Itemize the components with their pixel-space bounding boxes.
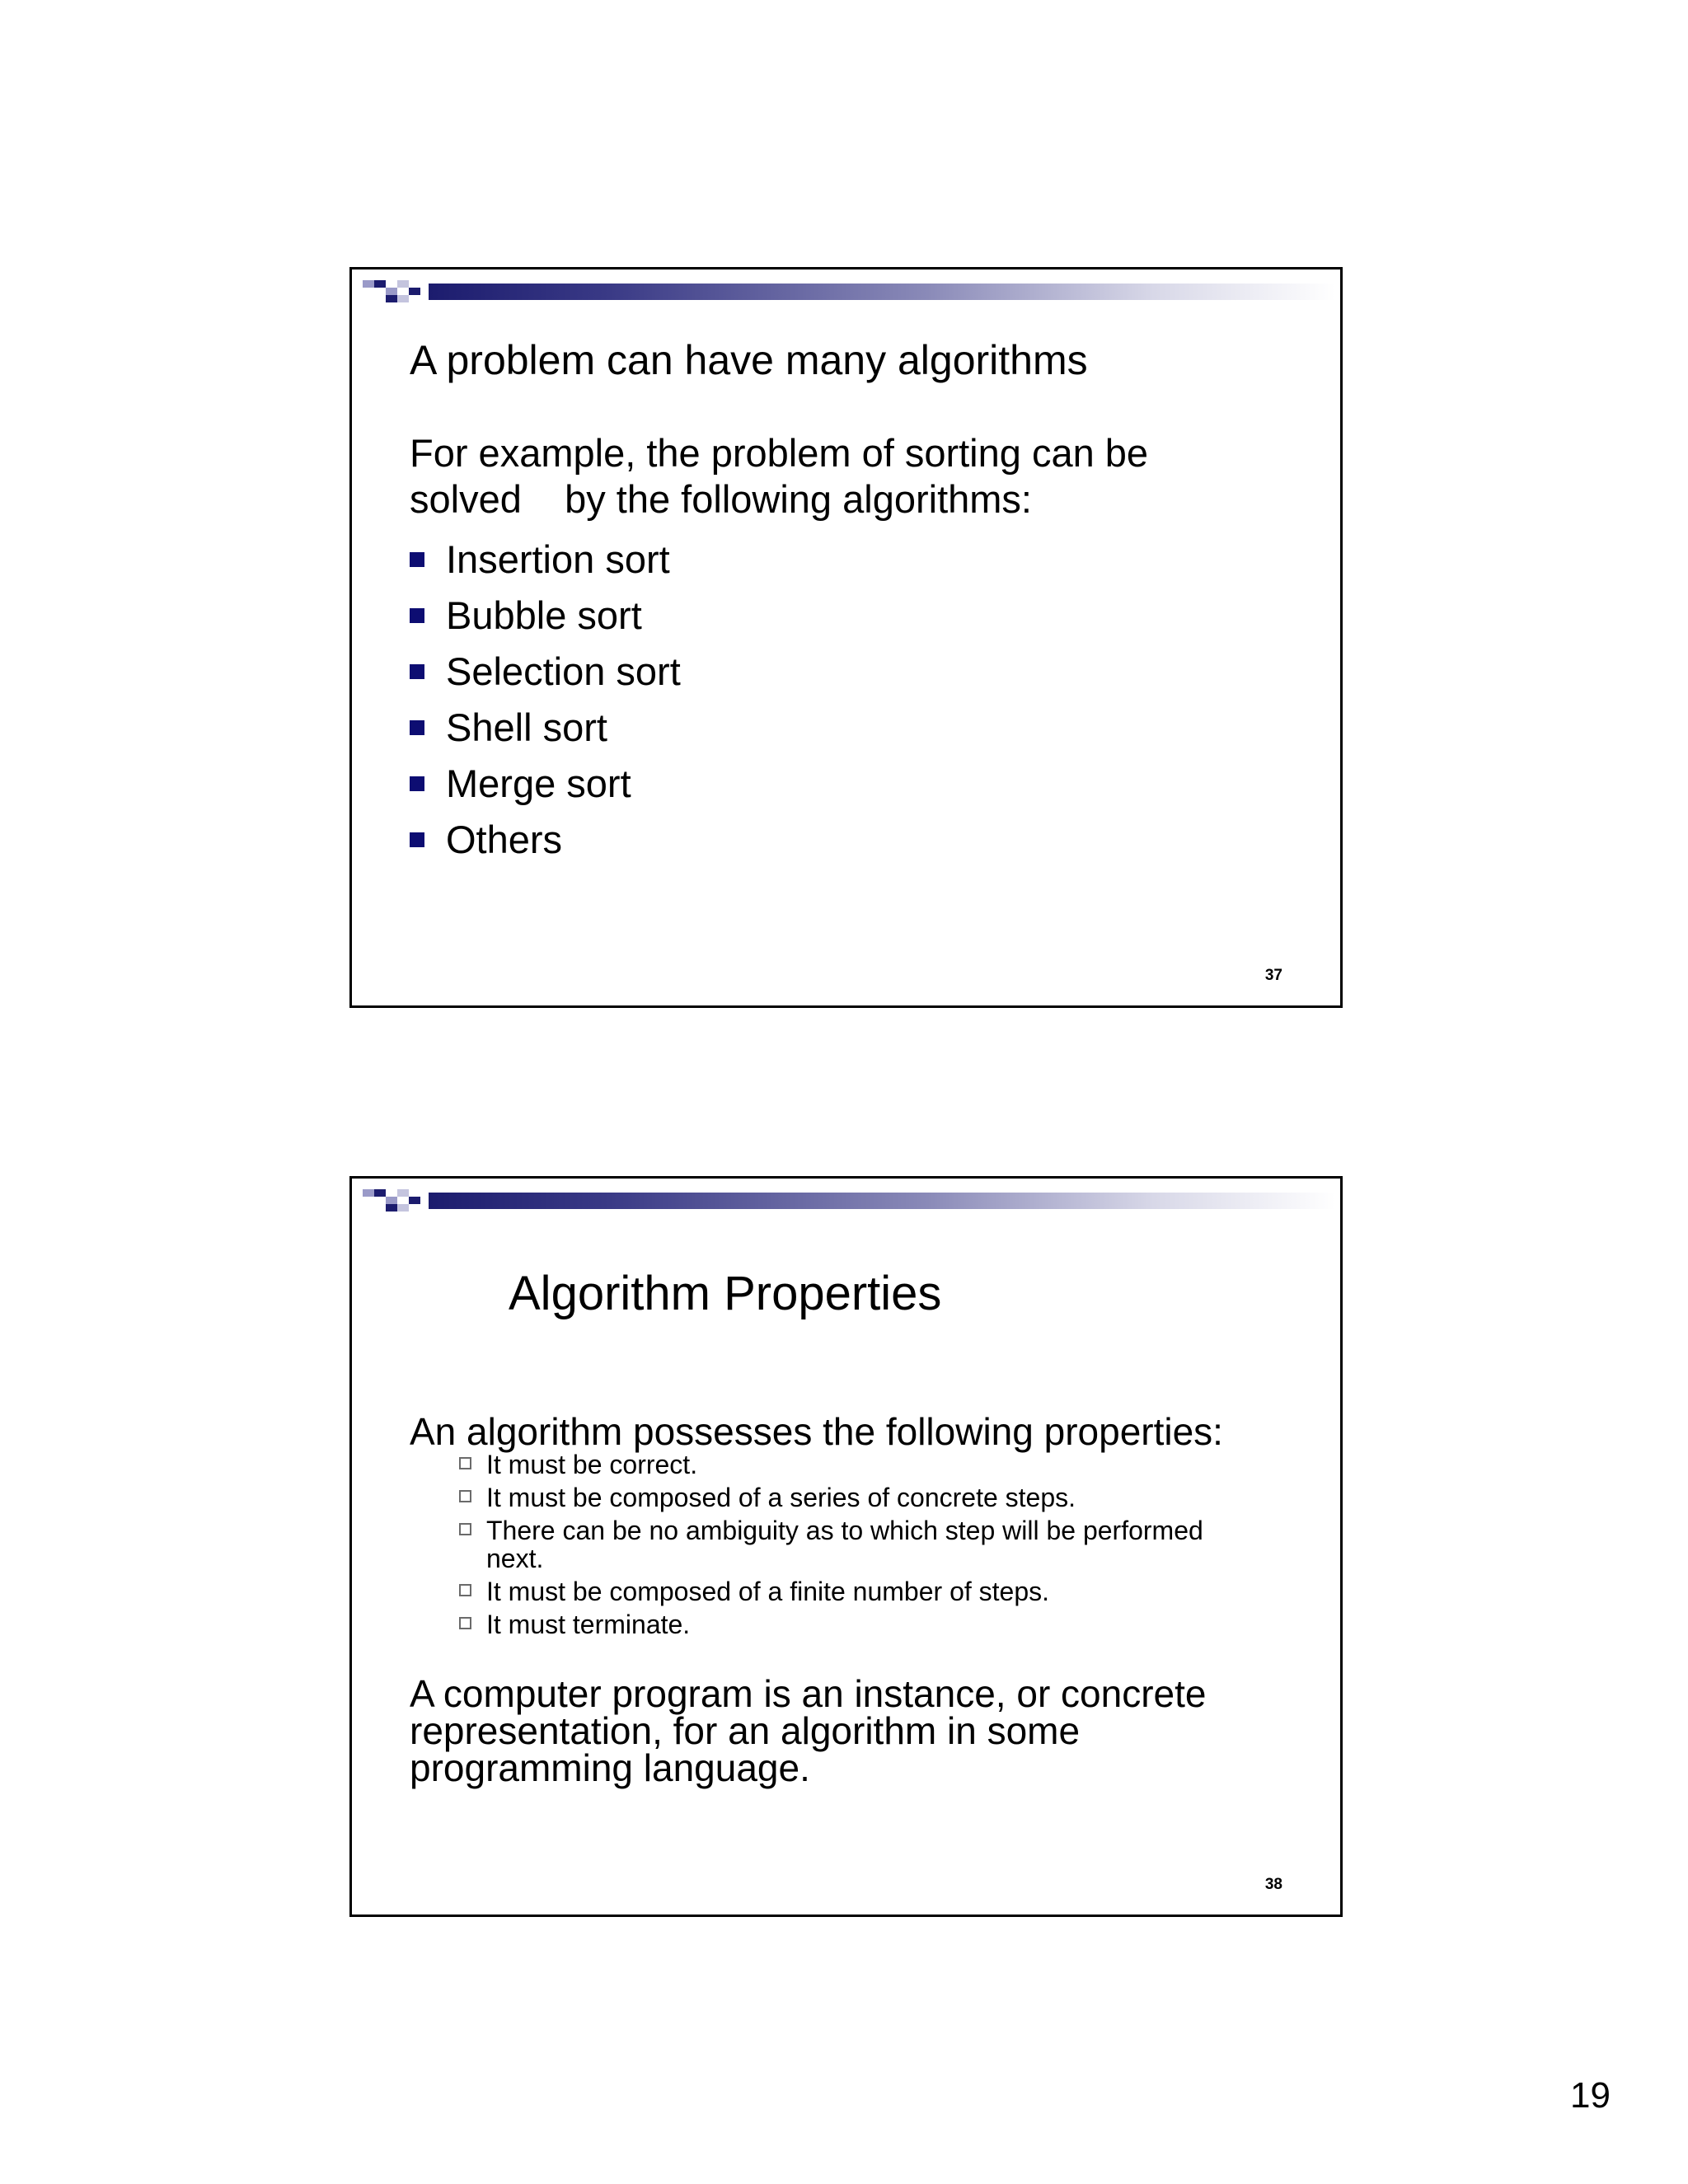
square-bullet-icon — [410, 664, 424, 679]
slide-37 — [349, 267, 1343, 1008]
slide-title: A problem can have many algorithms — [410, 337, 1088, 383]
algorithm-properties-list — [459, 1451, 1267, 1643]
list-item: It must be composed of a series of concrete steps. — [459, 1483, 1267, 1511]
list-item: Merge sort — [410, 756, 681, 812]
list-item: It must be correct. — [459, 1451, 1267, 1479]
square-bullet-icon — [410, 776, 424, 791]
list-item: It must be composed of a finite number of steps. — [459, 1577, 1267, 1605]
list-item: There can be no ambiguity as to which step will be performed next. — [459, 1516, 1267, 1572]
slide-number: 37 — [1264, 967, 1282, 984]
square-bullet-icon — [410, 552, 424, 567]
slide-number: 38 — [1264, 1876, 1282, 1893]
list-item: Selection sort — [410, 644, 681, 700]
hollow-square-bullet-icon — [459, 1617, 471, 1629]
square-bullet-icon — [410, 832, 424, 847]
slide-intro-text: An algorithm possesses the following properties: — [410, 1410, 1223, 1453]
square-bullet-icon — [410, 608, 424, 623]
list-item: Bubble sort — [410, 588, 681, 644]
list-item: Others — [410, 812, 681, 868]
header-decoration — [363, 275, 1335, 308]
sorting-algorithm-list — [410, 532, 681, 868]
list-item: Shell sort — [410, 700, 681, 756]
hollow-square-bullet-icon — [459, 1523, 471, 1535]
hollow-square-bullet-icon — [459, 1584, 471, 1596]
list-item: Insertion sort — [410, 532, 681, 588]
page-number: 19 — [1570, 2075, 1611, 2116]
square-bullet-icon — [410, 720, 424, 735]
list-item: It must terminate. — [459, 1610, 1267, 1638]
hollow-square-bullet-icon — [459, 1490, 471, 1502]
header-decoration — [363, 1184, 1335, 1217]
slide-intro-text: For example, the problem of sorting can be solved by the following algorithms: — [410, 431, 1149, 521]
hollow-square-bullet-icon — [459, 1457, 471, 1469]
slide-closing-text: A computer program is an instance, or concrete representation, for an algorithm in some programming language. — [410, 1672, 1207, 1789]
slide-title: Algorithm Properties — [509, 1267, 942, 1320]
slide-38 — [349, 1176, 1343, 1917]
